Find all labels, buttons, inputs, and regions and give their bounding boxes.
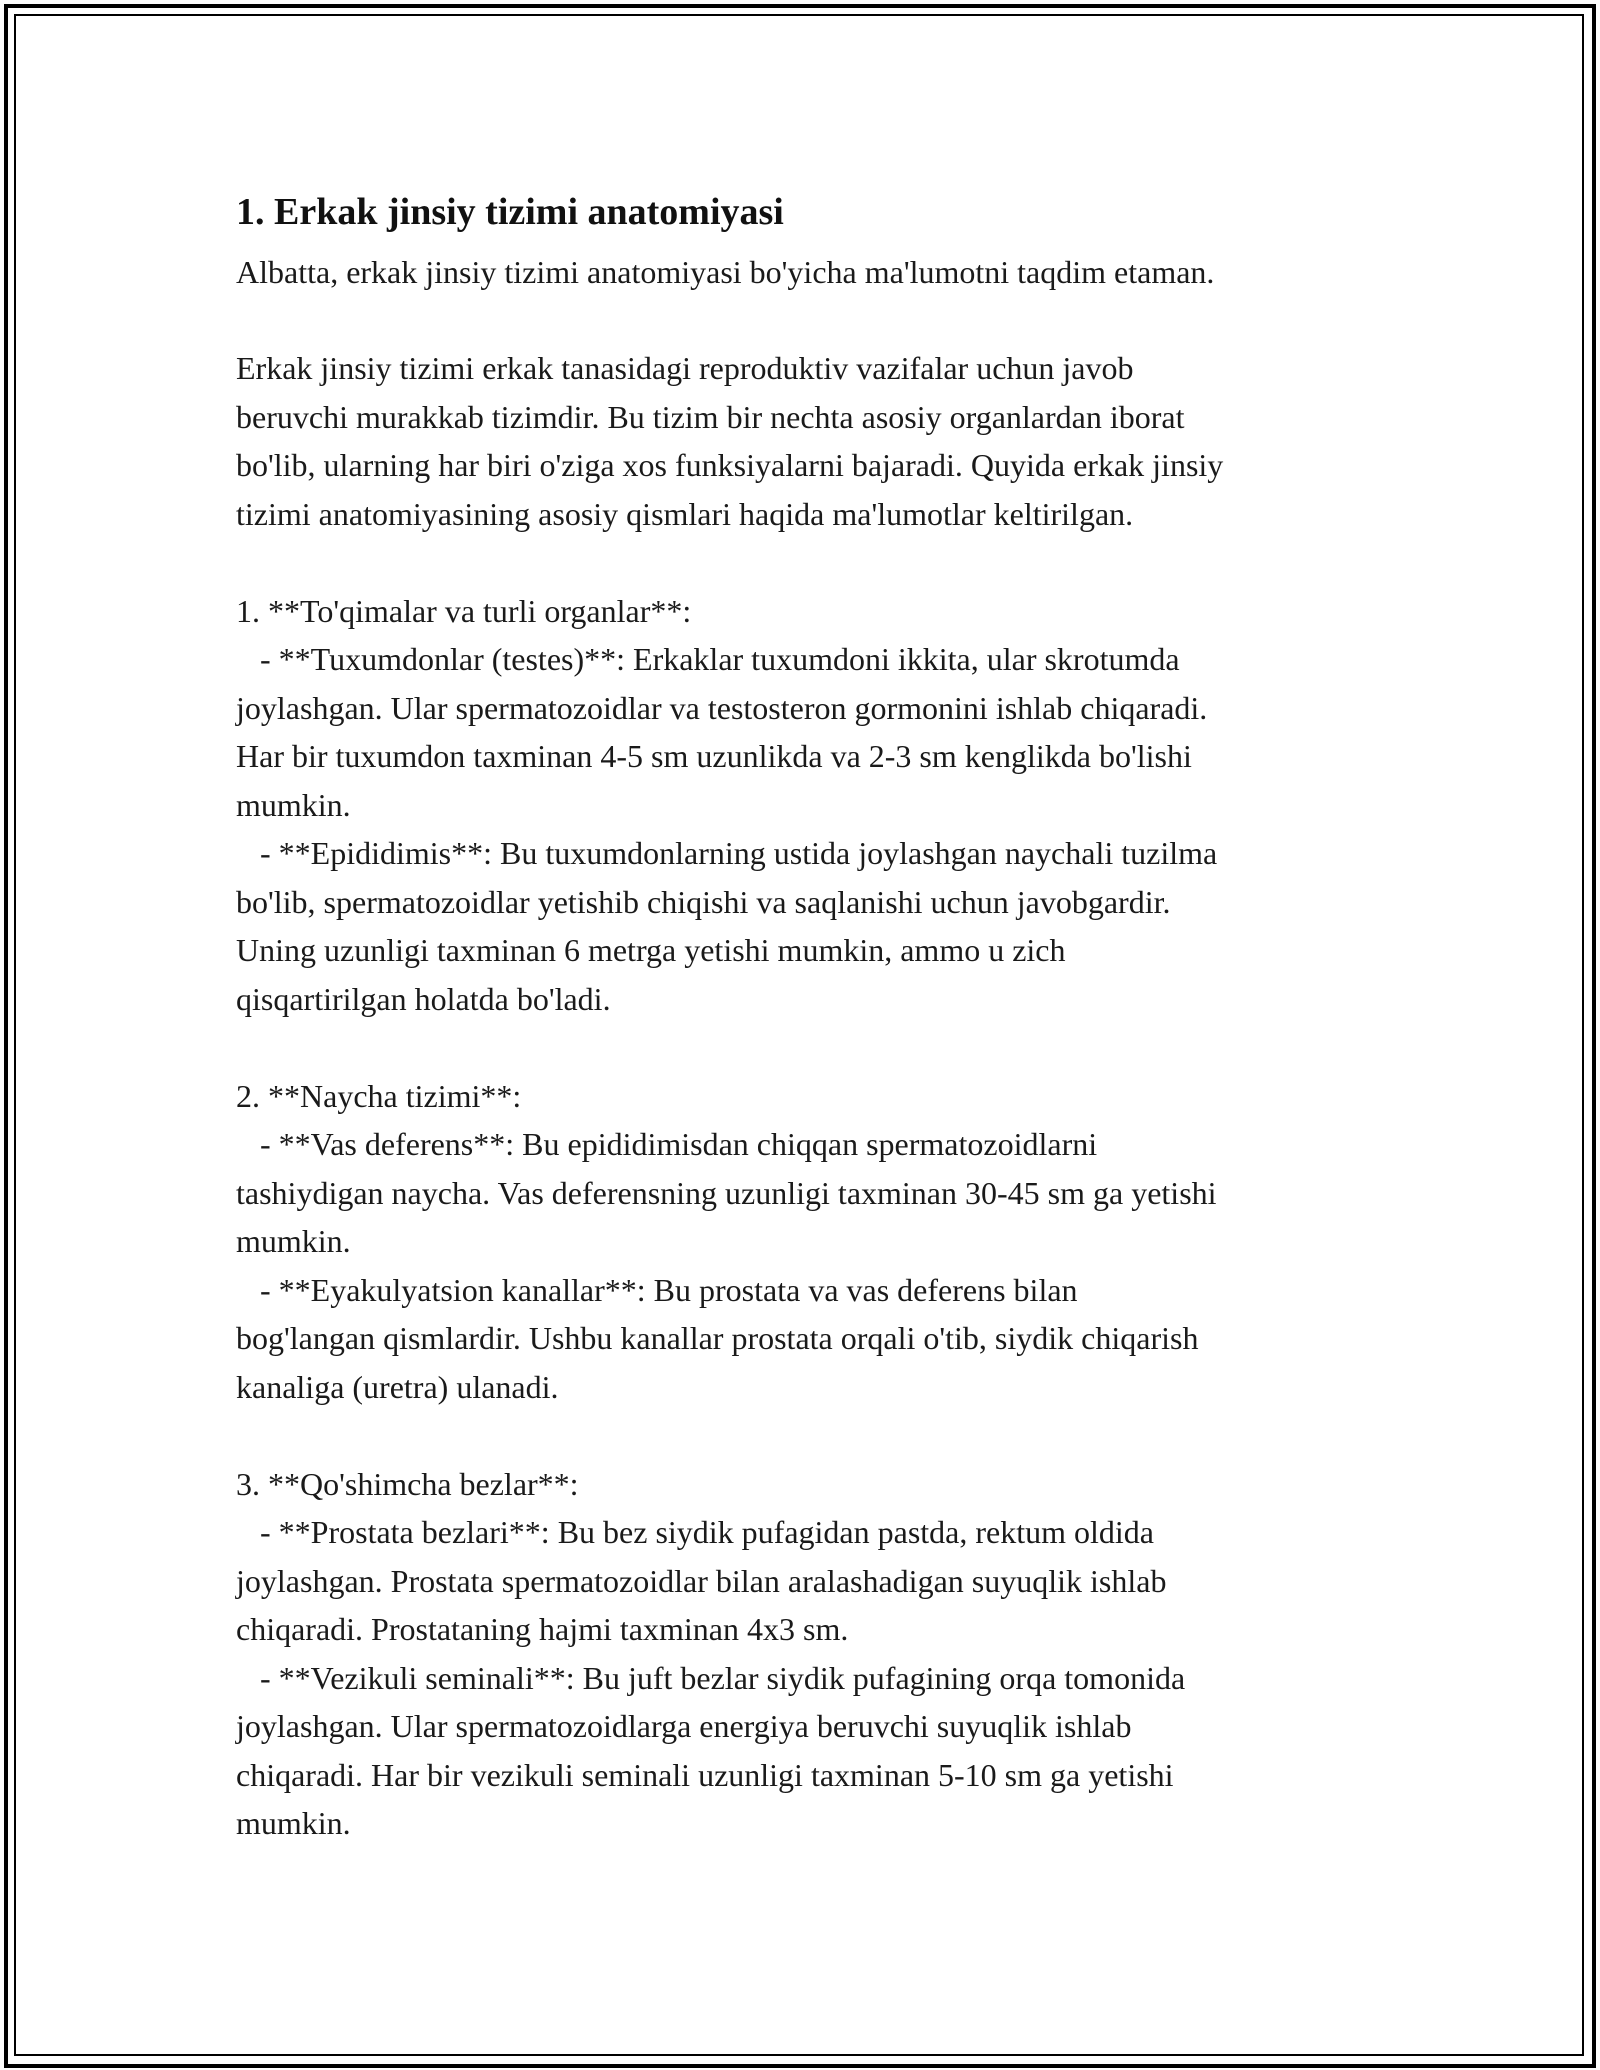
body-line: beruvchi murakkab tizimdir. Bu tizim bir nechta asosiy organlardan iborat	[236, 398, 1185, 435]
body-line: - **Eyakulyatsion kanallar**: Bu prostata va vas deferens bilan	[236, 1271, 1078, 1308]
body-line: kanaliga (uretra) ulanadi.	[236, 1368, 559, 1405]
body-line: Erkak jinsiy tizimi erkak tanasidagi reproduktiv vazifalar uchun javob	[236, 350, 1134, 386]
body-line: bo'lib, ularning har biri o'ziga xos funksiyalarni bajaradi. Quyida erkak jinsiy	[236, 447, 1224, 483]
blank-line	[236, 538, 1386, 587]
body-line: joylashgan. Ular spermatozoidlarga energiya beruvchi suyuqlik ishlab	[236, 1708, 1132, 1744]
body-line: - **Vas deferens**: Bu epididimisdan chiqqan spermatozoidlarni	[236, 1126, 1098, 1162]
body-line: tizimi anatomiyasining asosiy qismlari haqida ma'lumotlar keltirilgan.	[236, 495, 1134, 532]
document-body	[236, 344, 1386, 1848]
body-line: 2. **Naycha tizimi**:	[236, 1077, 522, 1114]
body-line: mumkin.	[236, 1223, 351, 1259]
body-line: 3. **Qo'shimcha bezlar**:	[236, 1465, 579, 1502]
body-line: chiqaradi. Har bir vezikuli seminali uzunligi taxminan 5-10 sm ga yetishi	[236, 1756, 1174, 1793]
body-line: - **Epididimis**: Bu tuxumdonlarning ustida joylashgan naychali tuzilma	[236, 835, 1218, 871]
body-line: Uning uzunligi taxminan 6 metrga yetishi mumkin, ammo u zich	[236, 932, 1066, 968]
body-line: tashiydigan naycha. Vas deferensning uzunligi taxminan 30-45 sm ga yetishi	[236, 1174, 1217, 1211]
body-line: - **Prostata bezlari**: Bu bez siydik pufagidan pastda, rektum oldida	[236, 1514, 1154, 1550]
body-line: chiqaradi. Prostataning hajmi taxminan 4x3 sm.	[236, 1611, 849, 1647]
body-line: qisqartirilgan holatda bo'ladi.	[236, 980, 611, 1017]
body-line: - **Tuxumdonlar (testes)**: Erkaklar tuxumdoni ikkita, ular skrotumda	[236, 641, 1180, 677]
blank-line	[236, 1023, 1386, 1072]
body-line: joylashgan. Prostata spermatozoidlar bilan aralashadigan suyuqlik ishlab	[236, 1562, 1167, 1599]
blank-line	[236, 1411, 1386, 1460]
body-line: 1. **To'qimalar va turli organlar**:	[236, 592, 692, 629]
body-line: joylashgan. Ular spermatozoidlar va testosteron gormonini ishlab chiqaradi.	[236, 689, 1208, 726]
intro-paragraph: Albatta, erkak jinsiy tizimi anatomiyasi bo'yicha ma'lumotni taqdim etaman.	[236, 254, 1215, 290]
document-content	[236, 186, 1386, 1848]
body-line: bog'langan qismlardir. Ushbu kanallar prostata orqali o'tib, siydik chiqarish	[236, 1320, 1199, 1356]
body-line: - **Vezikuli seminali**: Bu juft bezlar siydik pufagining orqa tomonida	[236, 1659, 1186, 1696]
document-title: 1. Erkak jinsiy tizimi anatomiyasi	[236, 191, 784, 233]
body-line: mumkin.	[236, 1805, 351, 1841]
body-line: bo'lib, spermatozoidlar yetishib chiqishi va saqlanishi uchun javobgardir.	[236, 883, 1171, 920]
body-line: mumkin.	[236, 786, 351, 823]
body-line: Har bir tuxumdon taxminan 4-5 sm uzunlikda va 2-3 sm kenglikda bo'lishi	[236, 738, 1192, 774]
